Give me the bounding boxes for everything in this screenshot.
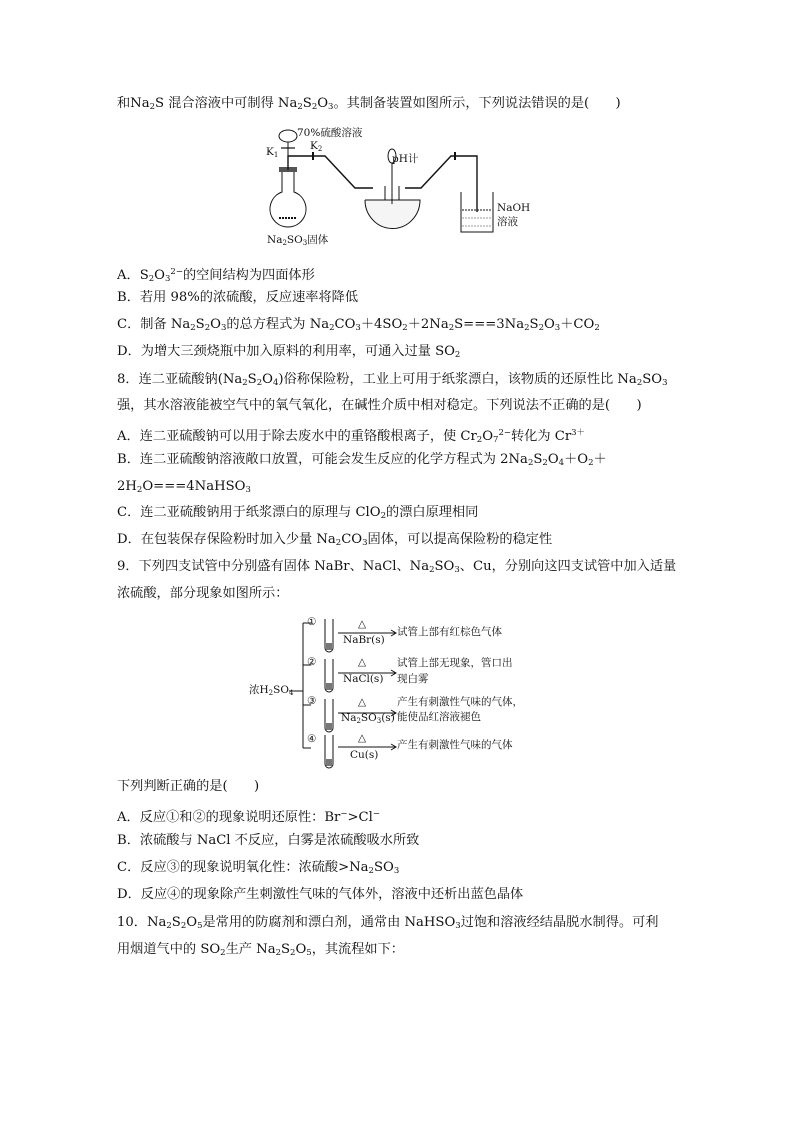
na2so3-solid-label: $Na_2SO_3$固体 (267, 234, 329, 247)
q9-option-d: D．反应④的现象除产生刺激性气味的气体外，溶液中还析出蓝色晶体 (117, 887, 524, 902)
q7-option-d: D．为增大三颈烧瓶中加入原料的利用率，可通入过量 $SO_2$ (117, 344, 461, 360)
q10-stem-line1: 10．$Na_2S_2O_5$是常用的防腐剂和漂白剂，通常由 NaHSO$_3$过饱和溶液经结晶脱水制得。可利 (117, 915, 659, 931)
q7-option-c: C．制备 $Na_2S_2O_3$的总方程式为 $Na_2CO_3+4SO_2+2Na_2S===3Na_2S_2O_3+CO_2$ (117, 317, 600, 333)
acid-label: 70%硫酸溶液 (297, 127, 363, 139)
q9-option-b: B．浓硫酸与 NaCl 不反应，白雾是浓硫酸吸水所致 (117, 833, 420, 848)
tube-3-reagent: $Na_2SO_3(s)$ (341, 712, 395, 725)
q10-stem-line2: 用烟道气中的 $SO_2$生产 $Na_2S_2O_5$，其流程如下： (117, 942, 404, 958)
q8-stem-line1: 8．连二亚硫酸钠$(Na_2S_2O_4)$俗称保险粉，工业上可用于纸浆漂白，该物质的还原性比 $Na_2SO_3$ (117, 372, 668, 388)
q7-option-b: B．若用 98%的浓硫酸，反应速率将降低 (117, 290, 359, 305)
tube-1-reagent: NaBr(s) (343, 634, 385, 646)
q8-option-b-line2: $2H_2O===4NaHSO_3$ (117, 479, 251, 495)
q7-stem: 和$Na_2S$ 混合溶液中可制得 $Na_2S_2O_3$。其制备装置如图所示，下列说法错误的是( ) (117, 96, 621, 112)
q8-option-b-line1: B．连二亚硫酸钠溶液敞口放置，可能会发生反应的化学方程式为 $2Na_2S_2O_4+O_2+$ (117, 452, 607, 468)
q9-option-a: A．反应①和②的现象说明还原性：Br−>Cl− (117, 809, 380, 825)
bracket (303, 623, 311, 748)
conc-h2so4-label: 浓$H_2SO_4$ (249, 684, 294, 697)
naoh-solution-label: 溶液 (497, 216, 518, 228)
tube-3-number: ③ (307, 695, 317, 707)
tube-1-delta: △ (358, 618, 367, 630)
tube-3-result-line2: 能使品红溶液褪色 (397, 711, 481, 723)
separatory-funnel-bulb (279, 130, 297, 142)
naoh-label: NaOH (497, 202, 531, 214)
tube-2-delta: △ (358, 656, 367, 668)
delivery-tube-1 (288, 156, 373, 188)
q8-option-a: A．连二亚硫酸钠可以用于除去废水中的重铬酸根离子，使 $Cr_2O_7^{2-}$转化为 $Cr^{3+}$ (117, 428, 586, 445)
tube-4-delta: △ (358, 732, 367, 744)
ph-meter-label: pH计 (392, 153, 419, 165)
tube-1-result: 试管上部有红棕色气体 (397, 626, 502, 638)
tube-2-result-line2: 现白雾 (397, 673, 429, 685)
q8-option-c: C．连二亚硫酸钠用于纸浆漂白的原理与 ClO$_2$的漂白原理相同 (117, 505, 479, 521)
tube-4-number: ④ (307, 733, 317, 745)
tube-1-number: ① (307, 616, 317, 628)
tube-2-number: ② (307, 656, 317, 668)
tube-4-result: 产生有刺激性气味的气体 (397, 739, 513, 751)
q9-stem-line2: 浓硫酸，部分现象如图所示： (117, 586, 289, 601)
q9-judge: 下列判断正确的是( ) (117, 779, 260, 794)
k1-label: $K_1$ (266, 146, 279, 159)
q9-stem-line1: 9．下列四支试管中分别盛有固体 NaBr、NaCl、$Na_2SO_3$、Cu，分别向这四支试管中加入适量 (117, 559, 677, 575)
tube-3-delta: △ (358, 696, 367, 708)
q7-option-a: A．$S_2O_3^{2-}$的空间结构为四面体形 (117, 267, 315, 284)
q7-apparatus-figure (255, 122, 545, 252)
tube-2-reagent: NaCl(s) (343, 673, 384, 685)
tube-2-result-line1: 试管上部无现象，管口出 (397, 657, 513, 669)
q9-option-c: C．反应③的现象说明氧化性：浓硫酸$>Na_2SO_3$ (117, 860, 400, 876)
k2-label: $K_2$ (310, 140, 323, 153)
q8-stem-line2: 强，其水溶液能被空气中的氧气氧化，在碱性介质中相对稳定。下列说法不正确的是( ) (117, 398, 642, 413)
q8-option-d: D．在包装保存保险粉时加入少量 $Na_2CO_3$固体，可以提高保险粉的稳定性 (117, 532, 553, 548)
tube-3-result-line1: 产生有刺激性气味的气体， (397, 696, 523, 708)
tube-4-reagent: Cu(s) (350, 749, 379, 761)
